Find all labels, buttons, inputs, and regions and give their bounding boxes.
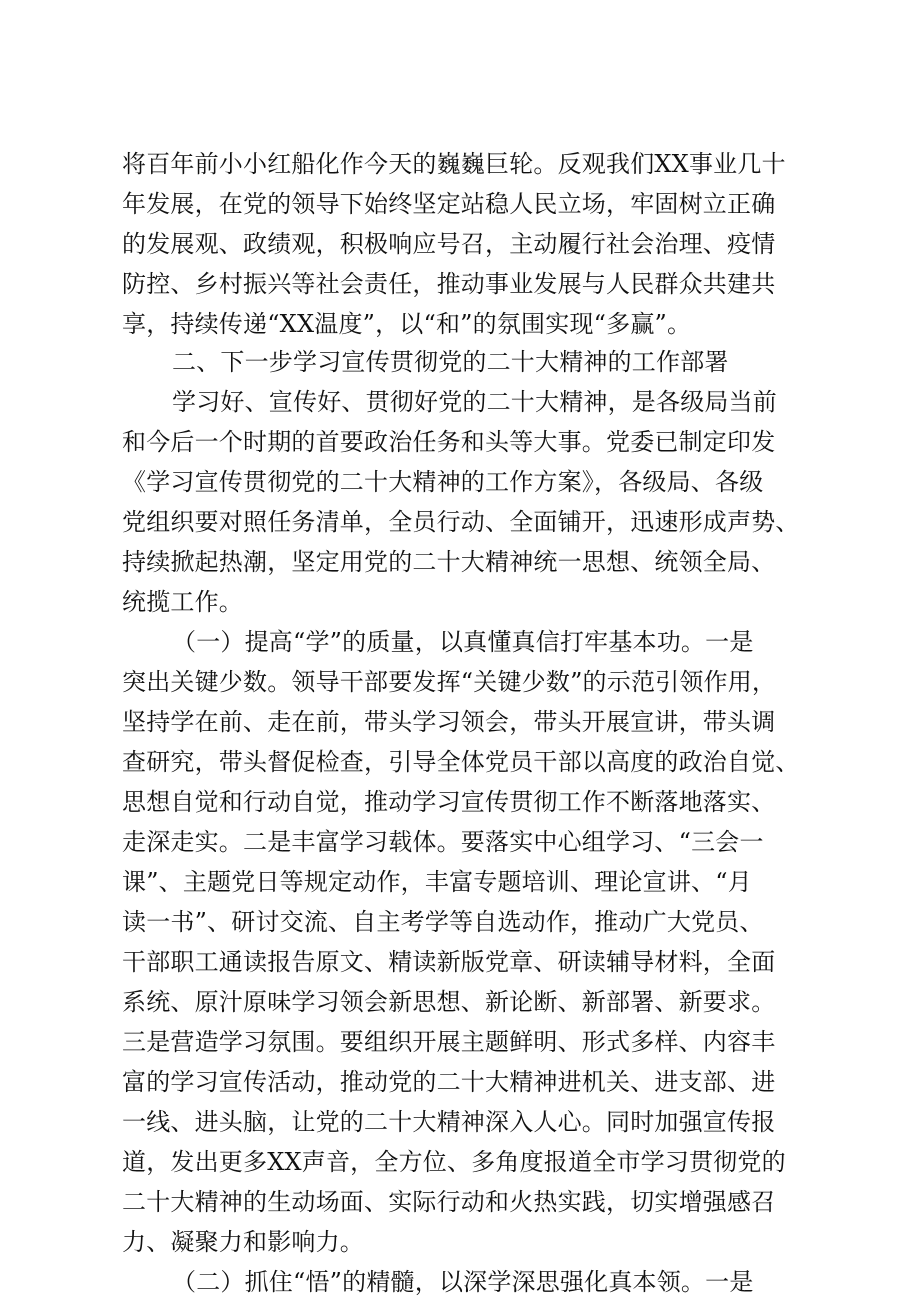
subsection-line: （一）提高“学”的质量，以真懂真信打牢基本功。一是 bbox=[172, 628, 754, 656]
text-line: 三是营造学习氛围。要组织开展主题鲜明、形式多样、内容丰 bbox=[122, 1028, 776, 1056]
text-line: 读一书”、研讨交流、自主考学等自选动作，推动广大党员、 bbox=[122, 908, 764, 936]
text-line: 年发展，在党的领导下始终坚定站稳人民立场，牢固树立正确 bbox=[122, 190, 776, 218]
subsection-line: （二）抓住“悟”的精髓，以深学深思强化真本领。一是 bbox=[172, 1268, 754, 1296]
section-heading: 二、下一步学习宣传贯彻党的二十大精神的工作部署 bbox=[172, 348, 729, 376]
text-line: 系统、原汁原味学习领会新思想、新论断、新部署、新要求。 bbox=[122, 988, 776, 1016]
text-line: 和今后一个时期的首要政治任务和头等大事。党委已制定印发 bbox=[122, 428, 776, 456]
text-line: 《学习宣传贯彻党的二十大精神的工作方案》，各级局、各级 bbox=[122, 468, 764, 496]
text-line: 享，持续传递“XX温度”，以“和”的氛围实现“多赢”。 bbox=[122, 310, 692, 338]
text-line: 力、凝聚力和影响力。 bbox=[122, 1228, 364, 1256]
text-line: 走深走实。二是丰富学习载体。要落实中心组学习、“三会一 bbox=[122, 828, 764, 856]
text-line: 突出关键少数。领导干部要发挥“关键少数”的示范引领作用， bbox=[122, 668, 777, 696]
text-line: 二十大精神的生动场面、实际行动和火热实践，切实增强感召 bbox=[122, 1188, 776, 1216]
text-line: 坚持学在前、走在前，带头学习领会，带头开展宣讲，带头调 bbox=[122, 708, 776, 736]
text-line: 道，发出更多XX声音，全方位、多角度报道全市学习贯彻党的 bbox=[122, 1148, 786, 1176]
text-line: 查研究，带头督促检查，引导全体党员干部以高度的政治自觉、 bbox=[122, 748, 800, 776]
text-line: 统揽工作。 bbox=[122, 588, 243, 616]
text-line: 一线、进头脑，让党的二十大精神深入人心。同时加强宣传报 bbox=[122, 1108, 776, 1136]
text-line: 富的学习宣传活动，推动党的二十大精神进机关、进支部、进 bbox=[122, 1068, 776, 1096]
text-line: 防控、乡村振兴等社会责任，推动事业发展与人民群众共建共 bbox=[122, 270, 776, 298]
text-line: 干部职工通读报告原文、精读新版党章、研读辅导材料，全面 bbox=[122, 948, 776, 976]
text-line: 持续掀起热潮，坚定用党的二十大精神统一思想、统领全局、 bbox=[122, 548, 776, 576]
text-line: 学习好、宣传好、贯彻好党的二十大精神，是各级局当前 bbox=[172, 388, 777, 416]
text-line: 思想自觉和行动自觉，推动学习宣传贯彻工作不断落地落实、 bbox=[122, 788, 776, 816]
text-line: 课”、主题党日等规定动作，丰富专题培训、理论宣讲、“月 bbox=[122, 868, 752, 896]
text-line: 的发展观、政绩观，积极响应号召，主动履行社会治理、疫情 bbox=[122, 230, 776, 258]
text-line: 党组织要对照任务清单，全员行动、全面铺开，迅速形成声势、 bbox=[122, 508, 800, 536]
text-line: 将百年前小小红船化作今天的巍巍巨轮。反观我们XX事业几十 bbox=[122, 150, 786, 178]
